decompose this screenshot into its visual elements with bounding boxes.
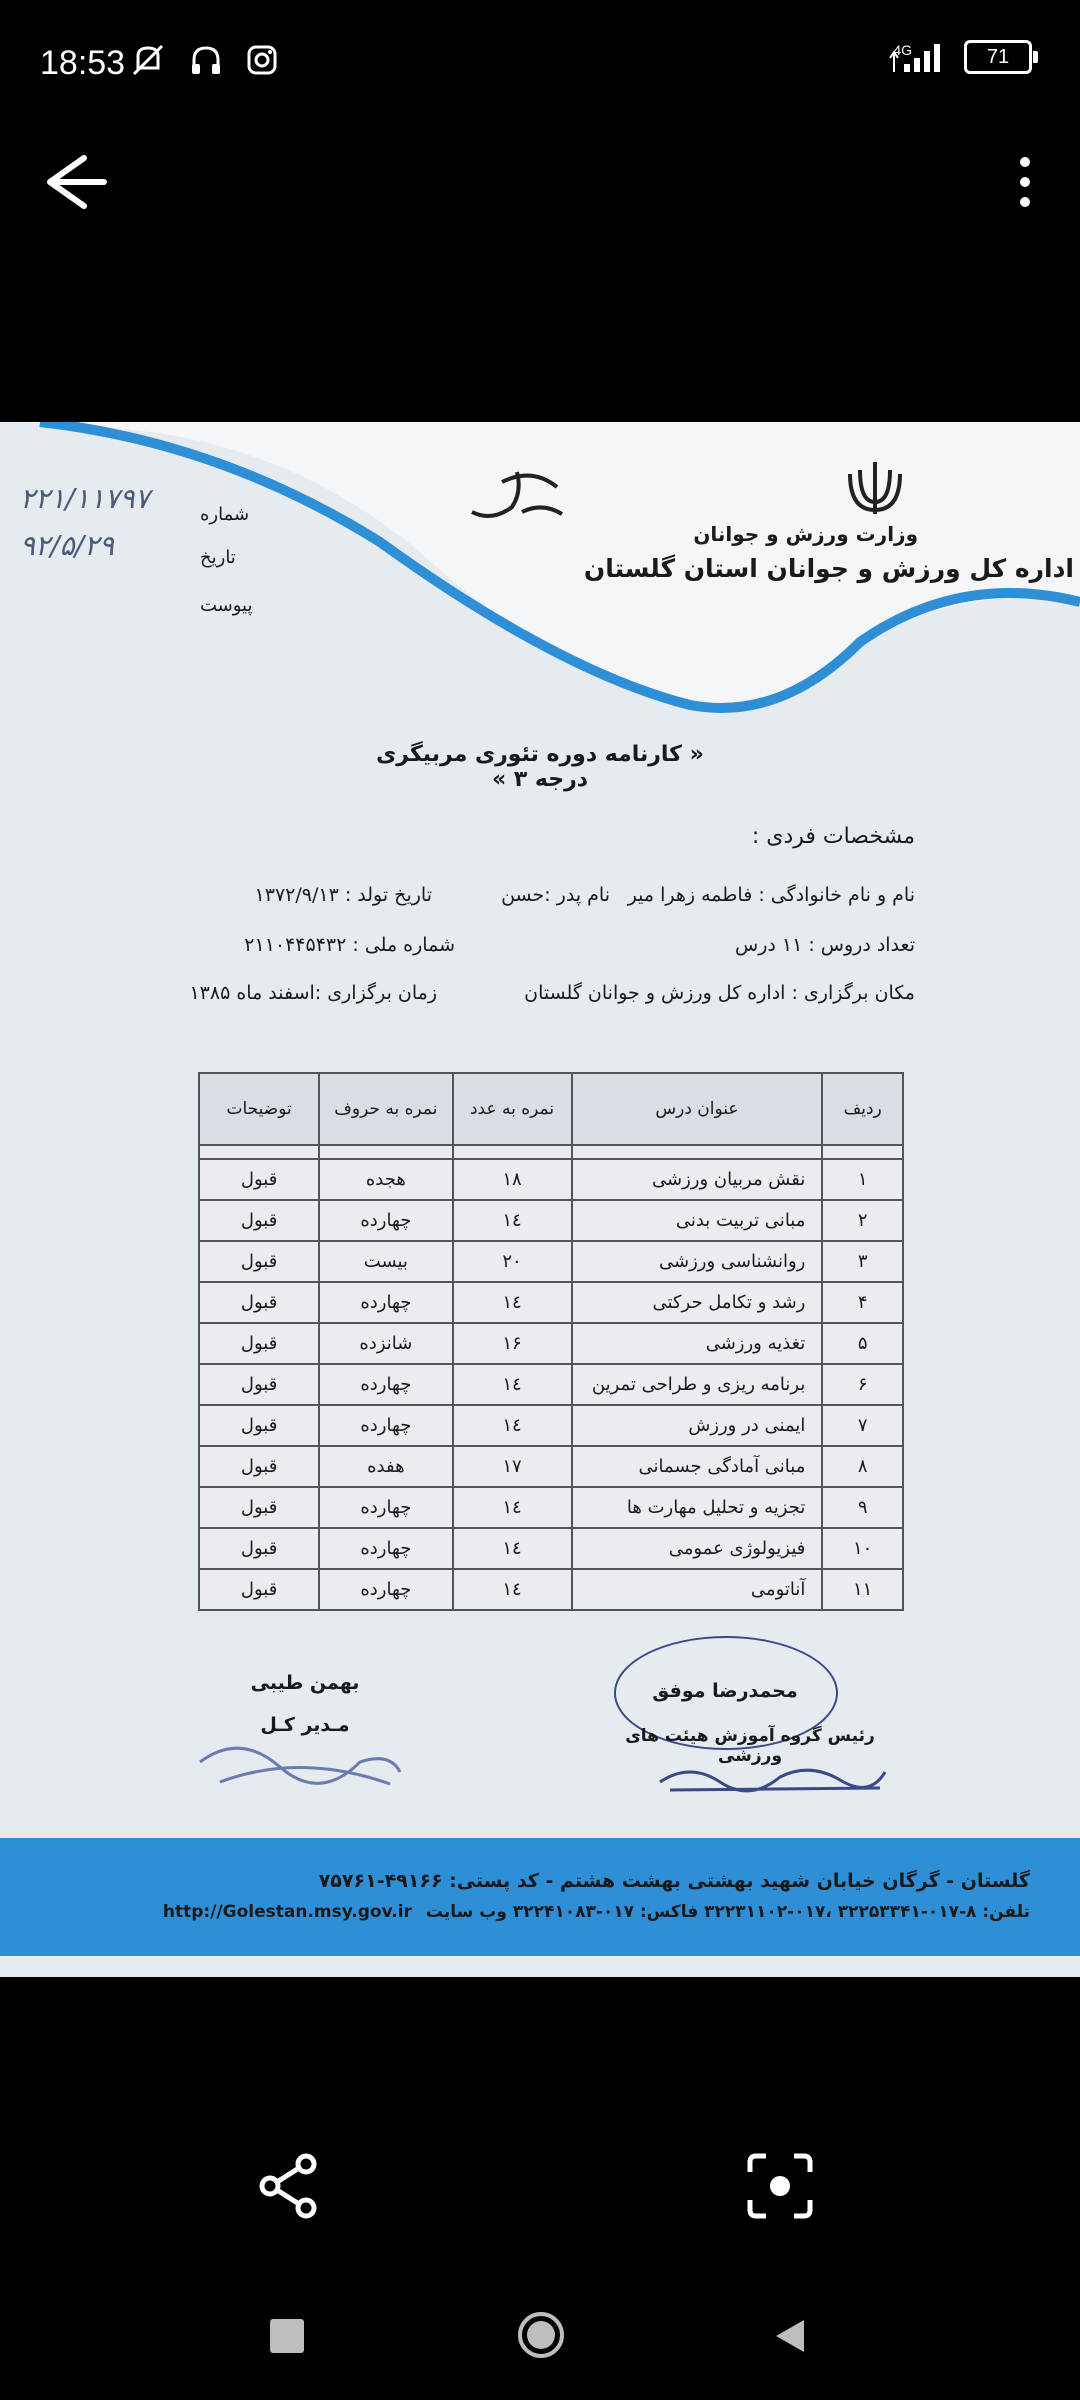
col-header: ردیف (822, 1073, 903, 1145)
document-photo (0, 422, 1080, 1977)
status-bar (0, 0, 1080, 130)
row-number-cell: ۱ (822, 1159, 903, 1200)
row-number-cell: ۷ (822, 1405, 903, 1446)
remarks-cell: قبول (199, 1159, 319, 1200)
grade-words-cell: چهارده (319, 1528, 452, 1569)
course-title-cell: ایمنی در ورزش (572, 1405, 823, 1446)
footer-address: گلستان - گرگان خیابان شهید بهشتی بهشت هشتم - کد پستی: ۴۹۱۶۶-۷۵۷۶۱ (318, 1870, 1030, 1892)
course-title-cell: تغذیه ورزشی (572, 1323, 823, 1364)
share-icon[interactable] (252, 2150, 324, 2222)
course-title-cell: نقش مربیان ورزشی (572, 1159, 823, 1200)
grade-words-cell: چهارده (319, 1282, 452, 1323)
grade-words-cell: چهارده (319, 1405, 452, 1446)
footer-website: http://Golestan.msy.gov.ir (162, 1902, 412, 1922)
table-row (199, 1487, 903, 1528)
grade-number-cell: ۱۷ (453, 1446, 572, 1487)
basmala-calligraphy (462, 462, 572, 532)
table-row (199, 1241, 903, 1282)
home-button[interactable] (516, 2310, 566, 2360)
battery-indicator (964, 40, 1032, 74)
row-number-cell: ۳ (822, 1241, 903, 1282)
col-header: توضیحات (199, 1073, 319, 1145)
grade-words-cell: چهارده (319, 1364, 452, 1405)
remarks-cell: قبول (199, 1323, 319, 1364)
row-number-cell: ۱۰ (822, 1528, 903, 1569)
app-bar (0, 130, 1080, 230)
footer-contact: تلفن: ۸-۰۱۷-۳۲۲۵۳۳۴۱ ،۰۱۷-۳۲۲۳۱۱۰۲ فاکس: ۰۱۷-۳۲۲۴۱۰۸۳ وب سایت http://Golestan.msy.gov.ir (162, 1902, 1030, 1922)
signer-left-title: مـدیر کـل (260, 1714, 350, 1736)
course-title-cell: فیزیولوژی عمومی (572, 1528, 823, 1569)
row-number-cell: ۵ (822, 1323, 903, 1364)
grade-words-cell: چهارده (319, 1569, 452, 1610)
signer-left-name: بهمن طیبی (250, 1672, 360, 1694)
grade-words-cell: بیست (319, 1241, 452, 1282)
more-vertical-icon[interactable] (1000, 150, 1050, 214)
status-time: 18:53 (40, 44, 126, 82)
col-header: عنوان درس (572, 1073, 823, 1145)
course-title-cell: تجزیه و تحلیل مهارت ها (572, 1487, 823, 1528)
row-number-cell: ۶ (822, 1364, 903, 1405)
course-title-cell: روانشناسی ورزشی (572, 1241, 823, 1282)
remarks-cell: قبول (199, 1446, 319, 1487)
remarks-cell: قبول (199, 1528, 319, 1569)
father-name: نام پدر :حسن (501, 884, 610, 906)
grade-number-cell: ۱٤ (453, 1405, 572, 1446)
col-header: نمره به عدد (453, 1073, 572, 1145)
course-title-cell: رشد و تکامل حرکتی (572, 1282, 823, 1323)
grade-number-cell: ۱٤ (453, 1487, 572, 1528)
remarks-cell: قبول (199, 1282, 319, 1323)
grades-header-row (199, 1073, 903, 1145)
table-row (199, 1159, 903, 1200)
grade-number-cell: ۱۸ (453, 1159, 572, 1200)
signer-right-name: محمدرضا موفق (652, 1680, 798, 1702)
document-title: « کارنامه دوره تئوری مربیگری درجه ۳ » (376, 742, 704, 792)
grade-words-cell: چهارده (319, 1487, 452, 1528)
network-type: 4G (893, 42, 912, 58)
ministry-name: وزارت ورزش و جوانان (693, 522, 918, 546)
grade-number-cell: ۱٤ (453, 1528, 572, 1569)
grades-table (198, 1072, 904, 1611)
remarks-cell: قبول (199, 1569, 319, 1610)
course-title-cell: برنامه ریزی و طراحی تمرین (572, 1364, 823, 1405)
grade-number-cell: ۲۰ (453, 1241, 572, 1282)
remarks-cell: قبول (199, 1405, 319, 1446)
grade-number-cell: ۱٤ (453, 1200, 572, 1241)
table-row (199, 1200, 903, 1241)
grade-number-cell: ۱٤ (453, 1364, 572, 1405)
signature-right (650, 1752, 890, 1802)
course-count: تعداد دروس : ۱۱ درس (735, 934, 915, 956)
row-number-cell: ۲ (822, 1200, 903, 1241)
iran-emblem-icon (840, 454, 910, 518)
grade-words-cell: هجده (319, 1159, 452, 1200)
footer-band (0, 1838, 1080, 1956)
grade-words-cell: هفده (319, 1446, 452, 1487)
headphones-icon (188, 42, 224, 78)
remarks-cell: قبول (199, 1364, 319, 1405)
remarks-cell: قبول (199, 1487, 319, 1528)
remarks-cell: قبول (199, 1241, 319, 1282)
table-row (199, 1405, 903, 1446)
row-number-cell: ۱۱ (822, 1569, 903, 1610)
course-title-cell: آناتومی (572, 1569, 823, 1610)
row-number-cell: ۴ (822, 1282, 903, 1323)
signal-icon (886, 40, 946, 74)
row-number-cell: ۸ (822, 1446, 903, 1487)
grade-number-cell: ۱٤ (453, 1569, 572, 1610)
course-title-cell: مبانی آمادگی جسمانی (572, 1446, 823, 1487)
nav-back-button[interactable] (770, 2316, 810, 2356)
venue: مکان برگزاری : اداره کل ورزش و جوانان گلستان (524, 982, 915, 1004)
signature-left (190, 1722, 410, 1812)
table-row (199, 1569, 903, 1610)
battery-level: 71 (986, 45, 1010, 68)
table-row (199, 1528, 903, 1569)
full-name: نام و نام خانوادگی : فاطمه زهرا میر (627, 884, 915, 906)
grade-number-cell: ۱۶ (453, 1323, 572, 1364)
personal-info-heading: مشخصات فردی : (751, 824, 915, 849)
instagram-icon (246, 44, 278, 76)
table-row (199, 1323, 903, 1364)
arrow-left-icon[interactable] (40, 152, 120, 212)
lens-scan-icon[interactable] (744, 2150, 816, 2222)
grade-words-cell: چهارده (319, 1200, 452, 1241)
mute-icon (130, 42, 166, 78)
course-title-cell: مبانی تربیت بدنی (572, 1200, 823, 1241)
table-row (199, 1282, 903, 1323)
grades-body (199, 1145, 903, 1610)
grade-number-cell: ۱٤ (453, 1282, 572, 1323)
recent-apps-button[interactable] (270, 2319, 304, 2353)
remarks-cell: قبول (199, 1200, 319, 1241)
national-id: شماره ملی : ۲۱۱۰۴۴۵۴۳۲ (244, 934, 455, 956)
signer-right-title: رئیس گروه آموزش هیئت های ورزشی (625, 1726, 875, 1766)
table-row (199, 1364, 903, 1405)
row-number-cell: ۹ (822, 1487, 903, 1528)
grade-words-cell: شانزده (319, 1323, 452, 1364)
office-name: اداره کل ورزش و جوانان استان گلستان (583, 554, 1074, 583)
table-row (199, 1446, 903, 1487)
report-card-document: وزارت ورزش و جوانان اداره کل ورزش و جوانان استان گلستان شماره ۲۲۱/۱۱۷۹۷ تاریخ ۹۲/۵/۲۹ پیوست « کارنامه دوره تئوری مربیگری درجه ۳ » مشخصات فردی : نام و نام خانوادگی : فاطمه زهرا میر نام پدر :حسن تاریخ تولد : ۱۳۷۲/۹/۱۳ تعداد دروس : ۱۱ درس شماره ملی : ۲۱۱۰۴۴۵۴۳۲ مکان برگزاری : اداره کل ورزش و جوانان گلستان زمان برگزاری :اسفند ماه ۱۳۸۵ ردیف عنوان درس نمره به عدد نمره به حروف توضیحات ۱ نقش مربیان ورزشی ۱۸ هجده قبول ۲ مبانی تربیت بدنی ۱٤ چهارده قبول ۳ روانشناسی ورزشی ۲۰ بیست قبول ۴ رشد و تکامل حرکتی ۱٤ چهارده قبول ۵ تغذیه ورزشی ۱۶ شانزده قبول ۶ برنامه ریزی و طراحی تمرین ۱٤ چهارده قبول ۷ ایمنی در ورزش ۱٤ چهارده قبول ۸ مبانی آمادگی جسمانی ۱۷ هفده قبول ۹ تجزیه و تحلیل مهارت ها ۱٤ چهارده قبول ۱۰ فیزیولوژی عمومی ۱٤ چهارده قبول ۱۱ آناتومی ۱٤ چهارده قبول محمدرضا موفق رئیس گروه آموزش هیئت های ورزشی بهمن طیبی مـدیر کـل گلستان - گرگان خیابان شهید بهشتی بهشت هشتم - کد پستی: ۴۹۱۶۶-۷۵۷۶۱ تلفن: ۸-۰۱۷-۳۲۲۵۳۳۴۱ ،۰۱۷-۳۲۲۳۱۱۰۲ فاکس: ۰۱۷-۳۲۲۴۱۰۸۳ وب سایت http://Golestan.msy.gov.ir (0, 422, 1080, 1977)
col-header: نمره به حروف (319, 1073, 452, 1145)
birth-date: تاریخ تولد : ۱۳۷۲/۹/۱۳ (254, 884, 432, 906)
held-time: زمان برگزاری :اسفند ماه ۱۳۸۵ (189, 982, 437, 1004)
